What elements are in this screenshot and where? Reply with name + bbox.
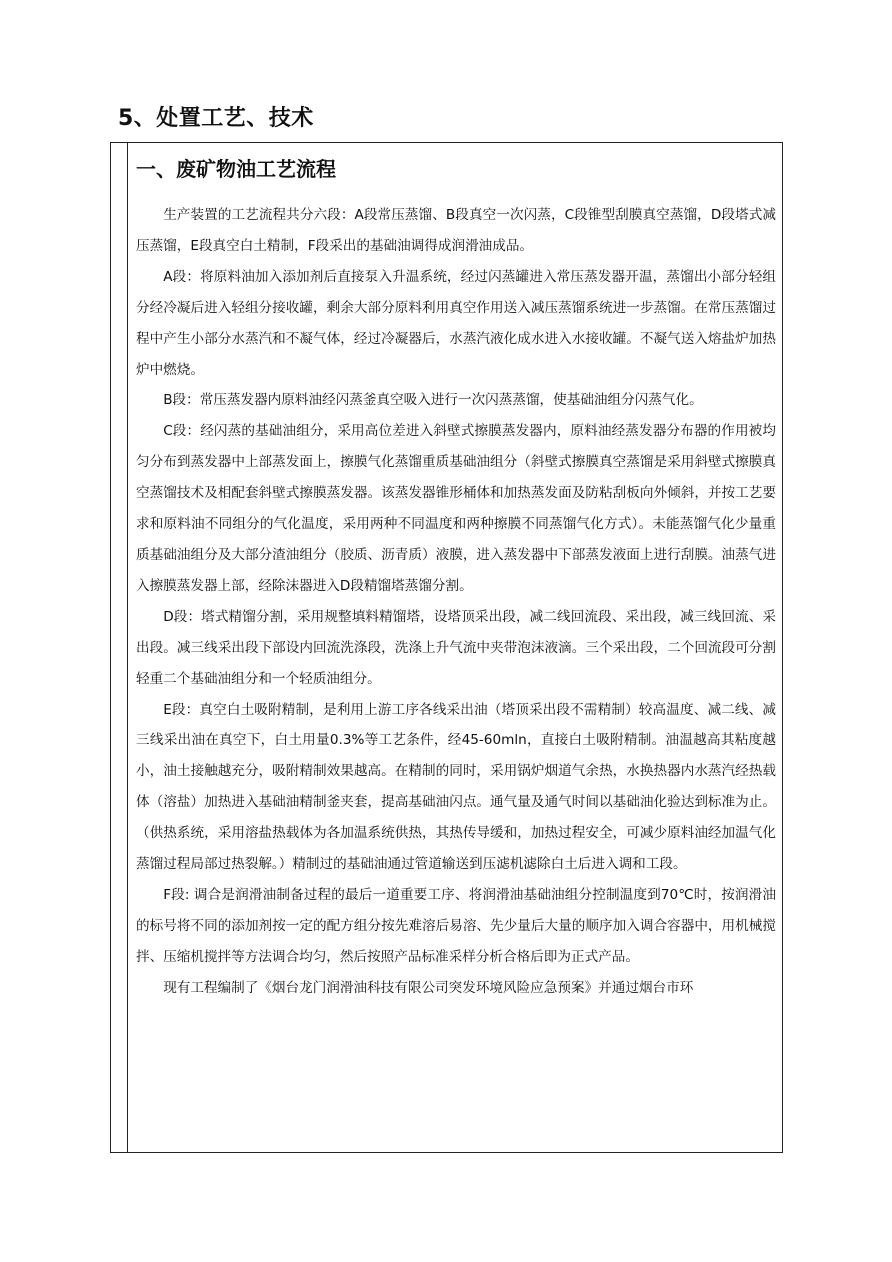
paragraph-overview: 生产装置的工艺流程共分六段：A段常压蒸馏、B段真空一次闪蒸，C段锥型刮膜真空蒸馏，D段塔式减压蒸馏，E段真空白土精制，F段采出的基础油调得成润滑油成品。 [136,207,776,254]
paragraph-stage-b: B段：常压蒸发器内原料油经闪蒸釜真空吸入进行一次闪蒸蒸馏，使基础油组分闪蒸气化。 [163,392,703,409]
table-content [136,152,776,1004]
table-column-divider [127,142,128,1153]
paragraph-emergency-plan: 现有工程编制了《烟台龙门润滑油科技有限公司突发环境风险应急预案》并通过烟台市环 [163,979,694,996]
section-title: 一、废矿物油工艺流程 [136,157,336,181]
paragraph-stage-a: A段：将原料油加入添加剂后直接泵入升温系统，经过闪蒸罐进入常压蒸发器开温，蒸馏出小部分轻组分经冷凝后进入轻组分接收罐，剩余大部分原料利用真空作用送入减压蒸馏系统进一步蒸馏。在常压蒸馏过程中产生小部分水蒸汽和不凝气体，经过冷凝器后，水蒸汽液化成水进入水接收罐。不凝气送入熔盐炉加热炉中燃烧。 [136,268,776,378]
paragraph-stage-c: C段：经闪蒸的基础油组分，采用高位差进入斜壁式擦膜蒸发器内，原料油经蒸发器分布器的作用被均匀分布到蒸发器中上部蒸发面上，擦膜气化蒸馏重质基础油组分（斜壁式擦膜真空蒸馏是采用斜壁式擦膜真空蒸馏技术及相配套斜壁式擦膜蒸发器。该蒸发器锥形桶体和加热蒸发面及防粘刮板向外倾斜，并按工艺要求和原料油不同组分的气化温度，采用两种不同温度和两种擦膜不同蒸馏气化方式）。未能蒸馏气化少量重质基础油组分及大部分渣油组分（胶质、沥青质）液膜，进入蒸发器中下部蒸发液面上进行刮膜。油蒸气进入擦膜蒸发器上部，经除沫器进入D段精馏塔蒸馏分割。 [136,423,776,594]
paragraph-stage-e: E段：真空白土吸附精制，是利用上游工序各线采出油（塔顶采出段不需精制）较高温度、减二线、减三线采出油在真空下，白土用量0.3%等工艺条件，经45-60mln，直接白土吸附精制。油温越高其粘度越小，油土接触越充分，吸附精制效果越高。在精制的同时，采用锅炉烟道气余热，水换热器内水蒸汽经热载体（溶盐）加热进入基础油精制釜夹套，提高基础油闪点。通气量及通气时间以基础油化验达到标准为止。（供热系统，采用溶盐热载体为各加温系统供热，其热传导缓和，加热过程安全，可减少原料油经加温气化蒸馏过程局部过热裂解。）精制过的基础油通过管道输送到压滤机滤除白土后进入调和工段。 [136,701,776,873]
page-heading: 5、处置工艺、技术 [118,106,314,131]
paragraph-stage-f: F段: 调合是润滑油制备过程的最后一道重要工序、将润滑油基础油组分控制温度到70℃时，按润滑油的标号将不同的添加剂按一定的配方组分按先难溶后易溶、先少量后大量的顺序加入调合容器中，用机械搅拌、压缩机搅拌等方法调合均匀，然后按照产品标准采样分析合格后即为正式产品。 [136,886,776,965]
paragraph-stage-d: D段：塔式精馏分割，采用规整填料精馏塔，设塔顶采出段，减二线回流段、采出段，减三线回流、采出段。减三线采出段下部设内回流洗涤段，洗涤上升气流中夹带泡沫液滴。三个采出段，二个回流段可分割轻重二个基础油组分和一个轻质油组分。 [136,608,776,687]
